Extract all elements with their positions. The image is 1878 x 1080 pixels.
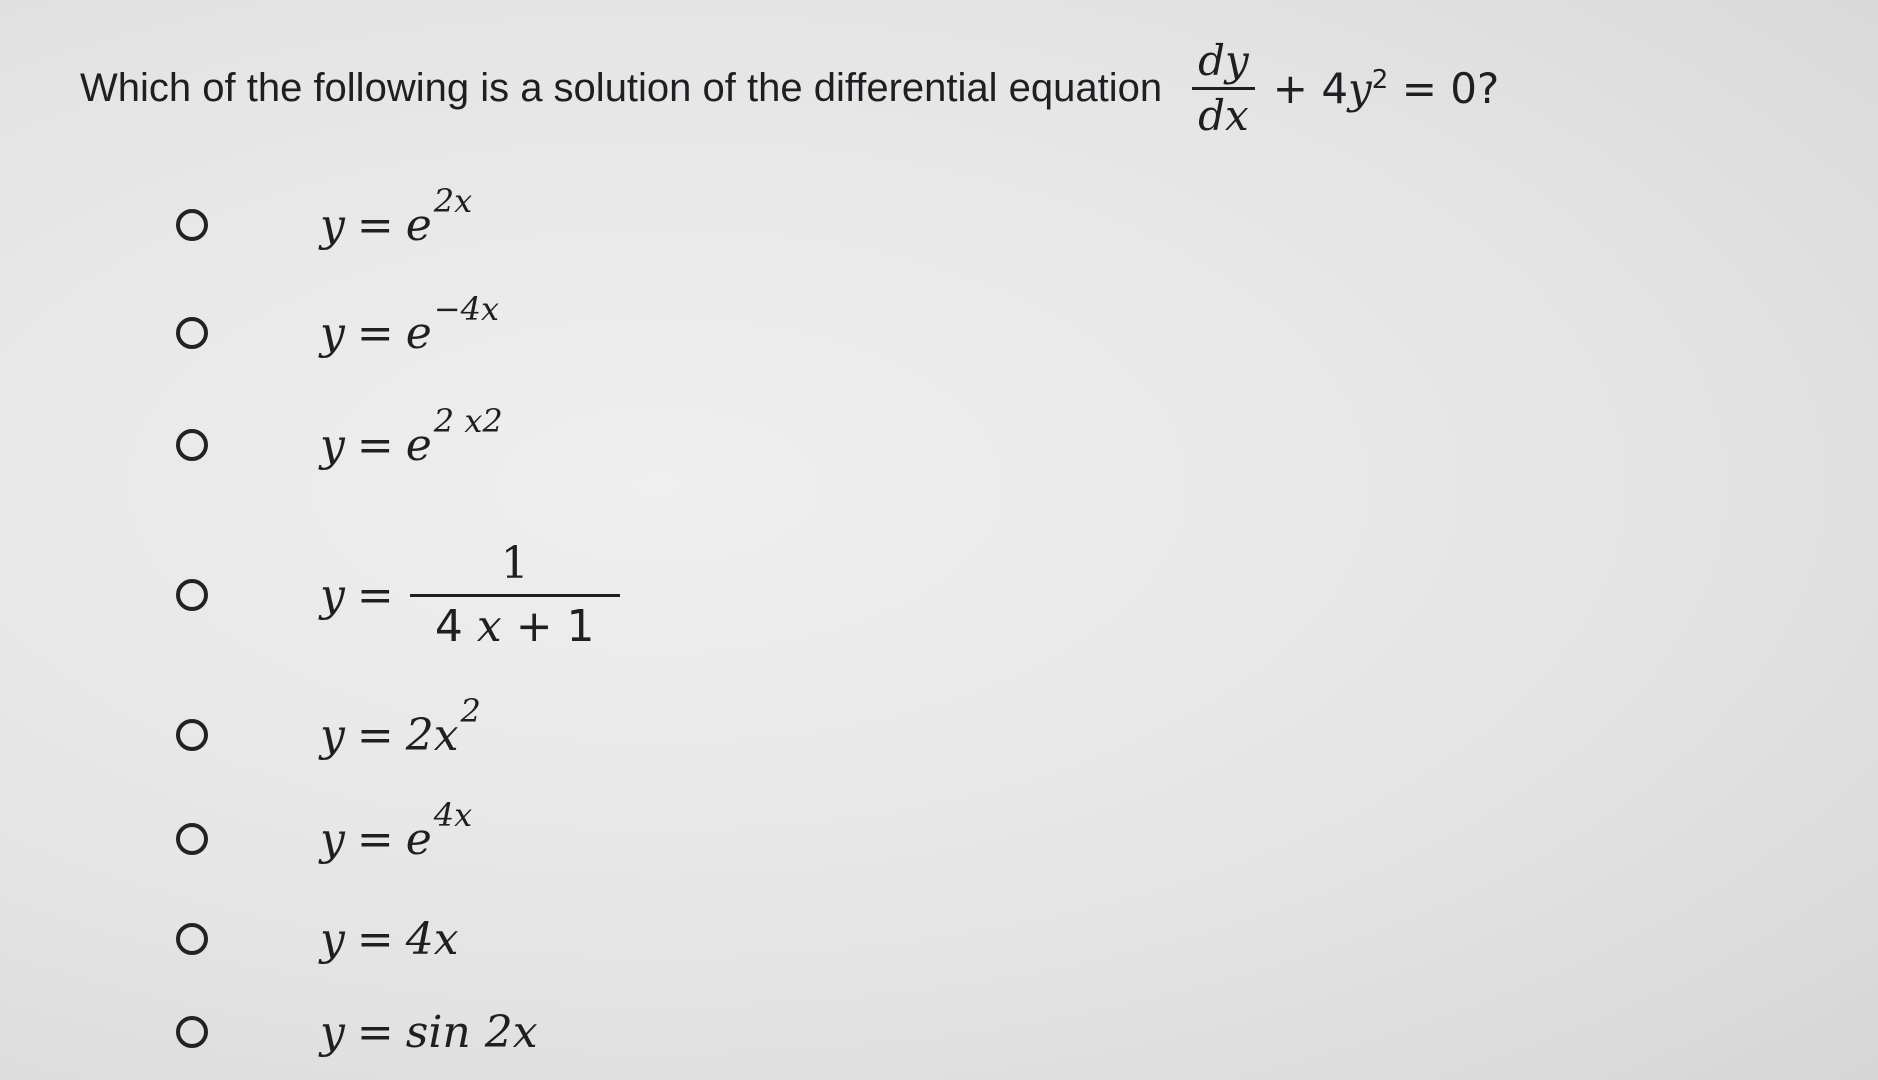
denominator-coefficient: 4 [434, 600, 477, 652]
equation-variable: y [1348, 63, 1372, 113]
radio-circle-icon[interactable] [176, 317, 208, 349]
option-base: e [405, 199, 432, 251]
answer-option-1[interactable] [176, 182, 473, 260]
derivative-numerator: dy [1198, 35, 1249, 85]
option-lhs: y [320, 813, 345, 865]
option-label [320, 914, 459, 965]
option-fraction [410, 538, 620, 653]
radio-circle-icon[interactable] [176, 719, 208, 751]
option-equals: = [356, 813, 394, 865]
equation-exponent: 2 [1371, 64, 1389, 95]
derivative-fraction [1192, 37, 1255, 140]
option-equals: = [356, 199, 394, 251]
radio-circle-icon[interactable] [176, 579, 208, 611]
option-label [320, 692, 481, 761]
option-equals: = [356, 419, 394, 471]
question-prompt [80, 28, 1499, 148]
radio-circle-icon[interactable] [176, 429, 208, 461]
answer-option-8[interactable] [176, 997, 538, 1067]
question-text: Which of the following is a solution of the differential equation [80, 65, 1163, 110]
answer-option-4[interactable] [176, 537, 620, 652]
equation-plus-term: + 4 [1272, 63, 1349, 113]
option-exponent: 2 [460, 692, 481, 730]
option-equals: = [356, 569, 394, 621]
option-lhs: y [320, 307, 345, 359]
option-exponent: 4x [433, 796, 473, 834]
option-equals: = [356, 709, 394, 761]
radio-circle-icon[interactable] [176, 823, 208, 855]
answer-option-7[interactable] [176, 904, 459, 974]
option-lhs: y [320, 419, 345, 471]
fraction-denominator [435, 601, 595, 653]
radio-circle-icon[interactable] [176, 1016, 208, 1048]
derivative-denominator: dx [1198, 90, 1249, 140]
answer-option-6[interactable] [176, 796, 473, 874]
denominator-variable: x [476, 600, 502, 652]
option-label [320, 182, 473, 251]
option-exponent: −4x [433, 290, 499, 328]
option-label [320, 538, 620, 653]
radio-circle-icon[interactable] [176, 923, 208, 955]
option-lhs: y [320, 569, 345, 621]
option-lhs: y [320, 1006, 345, 1058]
option-label [320, 290, 499, 359]
radio-circle-icon[interactable] [176, 209, 208, 241]
equation-remainder [1273, 64, 1499, 113]
fraction-numerator: 1 [500, 537, 529, 589]
fraction-bar [1192, 87, 1255, 90]
option-exponent: 2x [433, 182, 473, 220]
option-exponent: 2 x2 [433, 402, 503, 440]
option-lhs: y [320, 199, 345, 251]
option-equals: = [356, 307, 394, 359]
option-lhs: y [320, 913, 345, 965]
option-label [320, 402, 503, 471]
option-base: e [405, 419, 432, 471]
answer-option-5[interactable] [176, 692, 481, 770]
answer-option-3[interactable] [176, 402, 503, 480]
option-base: sin 2x [405, 1006, 538, 1058]
option-base: 2x [405, 709, 459, 761]
option-lhs: y [320, 709, 345, 761]
option-equals: = [356, 1006, 394, 1058]
option-base: e [405, 307, 432, 359]
answer-option-2[interactable] [176, 290, 499, 368]
denominator-constant: + 1 [501, 600, 595, 652]
fraction-bar [410, 594, 620, 597]
equation-rhs: = 0? [1388, 63, 1500, 113]
option-equals: = [356, 913, 394, 965]
option-base: e [405, 813, 432, 865]
option-base: 4x [405, 913, 459, 965]
option-label [320, 1007, 538, 1058]
option-label [320, 796, 473, 865]
